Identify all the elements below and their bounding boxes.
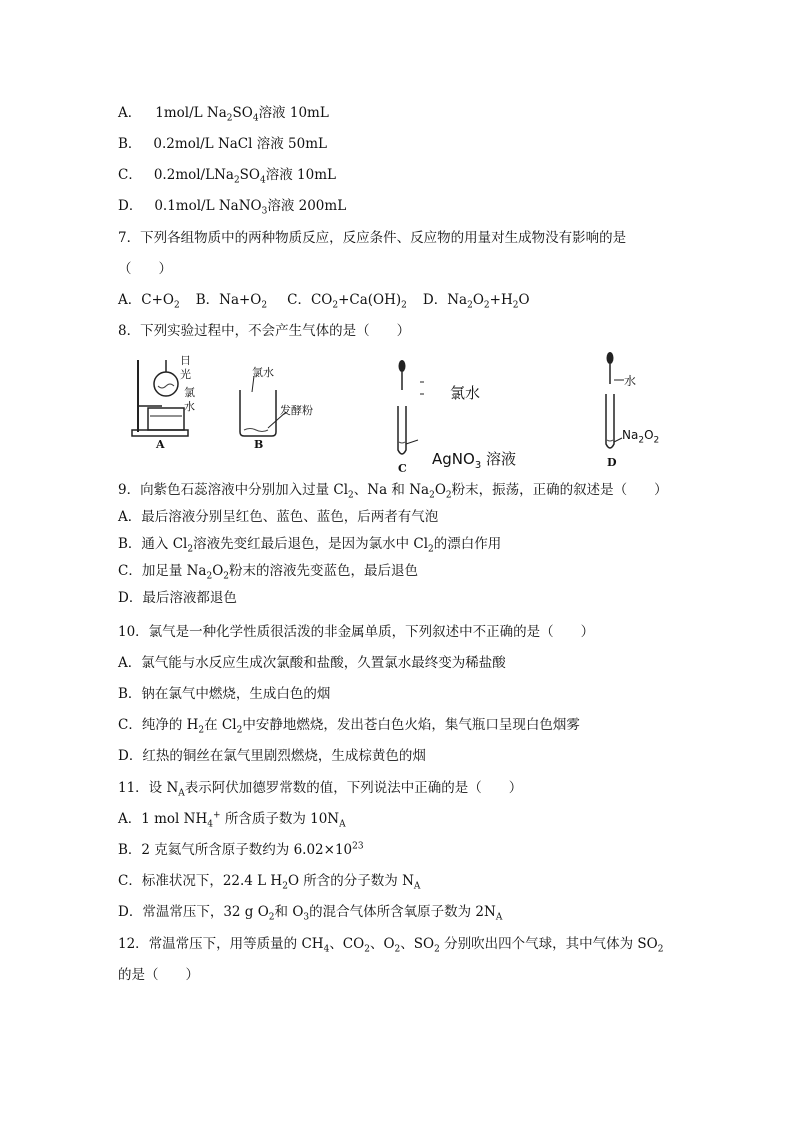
q12-line2: 的是（ ） (118, 967, 199, 983)
q6-option-a: A． 1mol/L $Na_2SO_4$溶液 10mL (118, 105, 329, 124)
q6-option-b: B． 0.2mol/L NaCl 溶液 50mL (118, 136, 327, 152)
q11-option-d: D．常温常压下，32 g $O_2$和 $O_3$的混合气体所含氧原子数为 $2N_A$ (118, 904, 503, 923)
q6-option-c: C． $0.2mol/LNa_2SO_4$溶液 10mL (118, 167, 336, 186)
q11-option-a: A．1 mol $NH_4^+$ 所含质子数为 $10N_A$ (118, 810, 346, 830)
apparatus-d-drawing (598, 350, 678, 470)
label-silver-nitrate: AgNO$_3$ 溶液 (432, 450, 516, 471)
caption-a: A (156, 438, 165, 451)
q9-option-d: D．最后溶液都退色 (118, 590, 237, 606)
q7-stem: 7．下列各组物质中的两种物质反应，反应条件、反应物的用量对生成物没有影响的是 (118, 230, 627, 246)
q12-stem: 12．常温常压下，用等质量的 $CH_4$、$CO_2$、$O_2$、$SO_2$ 分别吹出四个气球，其中气体为 $SO_2$ (118, 936, 664, 955)
caption-d: D (607, 456, 617, 469)
label-chlorine-1: 氯 (184, 386, 195, 399)
q11-stem: 11．设 $N_A$表示阿伏加德罗常数的值，下列说法中正确的是（ ） (118, 780, 523, 799)
q9-option-a: A．最后溶液分别呈红色、蓝色、蓝色，后两者有气泡 (118, 509, 439, 525)
label-sun: 日 (180, 354, 191, 367)
label-light: 光 (180, 368, 191, 381)
label-water-d: 水 (624, 374, 637, 388)
q8-figure-a (130, 350, 210, 450)
caption-c: C (398, 462, 407, 475)
q6-option-d: D． 0.1mol/L NaNO$_3$溶液 200mL (118, 198, 347, 217)
q7-option-c: C．$CO_2+Ca(OH)_2$ (287, 292, 407, 311)
q7-paren: （ ） (118, 261, 172, 277)
apparatus-a-drawing (130, 350, 210, 450)
label-chlorine-water-b: 氯水 (252, 366, 274, 379)
label-sodium-peroxide: $Na_2O_2$ (622, 428, 660, 446)
label-chlorine-2: 水 (184, 400, 195, 413)
q9-option-c: C．加足量 $Na_2O_2$粉末的溶液先变蓝色，最后退色 (118, 563, 419, 582)
q7-options (118, 291, 530, 309)
q11-option-b: B．2 克氦气所含原子数约为 $6.02\times 10^{23}$ (118, 841, 364, 858)
label-chlorine-water-c: 氯水 (450, 384, 481, 402)
caption-b: B (254, 438, 264, 451)
q7-option-a: A．$C+O_2$ (118, 292, 180, 311)
q8-figure-c (388, 350, 548, 475)
q9-option-b: B．通入 $Cl_2$溶液先变红最后退色，是因为氯水中 $Cl_2$的漂白作用 (118, 536, 502, 555)
q10-option-a: A．氯气能与水反应生成次氯酸和盐酸，久置氯水最终变为稀盐酸 (118, 655, 506, 671)
q10-option-c: C．纯净的 $H_2$在 $Cl_2$中安静地燃烧，发出苍白色火焰，集气瓶口呈现白色烟雾 (118, 717, 580, 736)
q11-option-c: C．标准状况下，22.4 L $H_2O$ 所含的分子数为 $N_A$ (118, 873, 421, 892)
q8-figure-b (232, 350, 362, 450)
q8-figure-d (598, 350, 678, 470)
q10-stem: 10．氯气是一种化学性质很活泼的非金属单质，下列叙述中不正确的是（ ） (118, 624, 595, 640)
q8-stem: 8．下列实验过程中，不会产生气体的是（ ） (118, 323, 411, 339)
q10-option-d: D．红热的铜丝在氯气里剧烈燃烧，生成棕黄色的烟 (118, 748, 426, 764)
q7-option-d: D．$Na_2O_2+H_2O$ (422, 292, 530, 311)
q10-option-b: B．钠在氯气中燃烧，生成白色的烟 (118, 686, 331, 702)
q7-option-b: B．$Na+O_2$ (195, 292, 268, 311)
label-baking-powder: 发酵粉 (280, 404, 313, 417)
q9-stem: 9．向紫色石蕊溶液中分别加入过量 $Cl_2$、Na 和 $Na_2O_2$粉末，振荡，正确的叙述是（ ） (118, 482, 668, 501)
